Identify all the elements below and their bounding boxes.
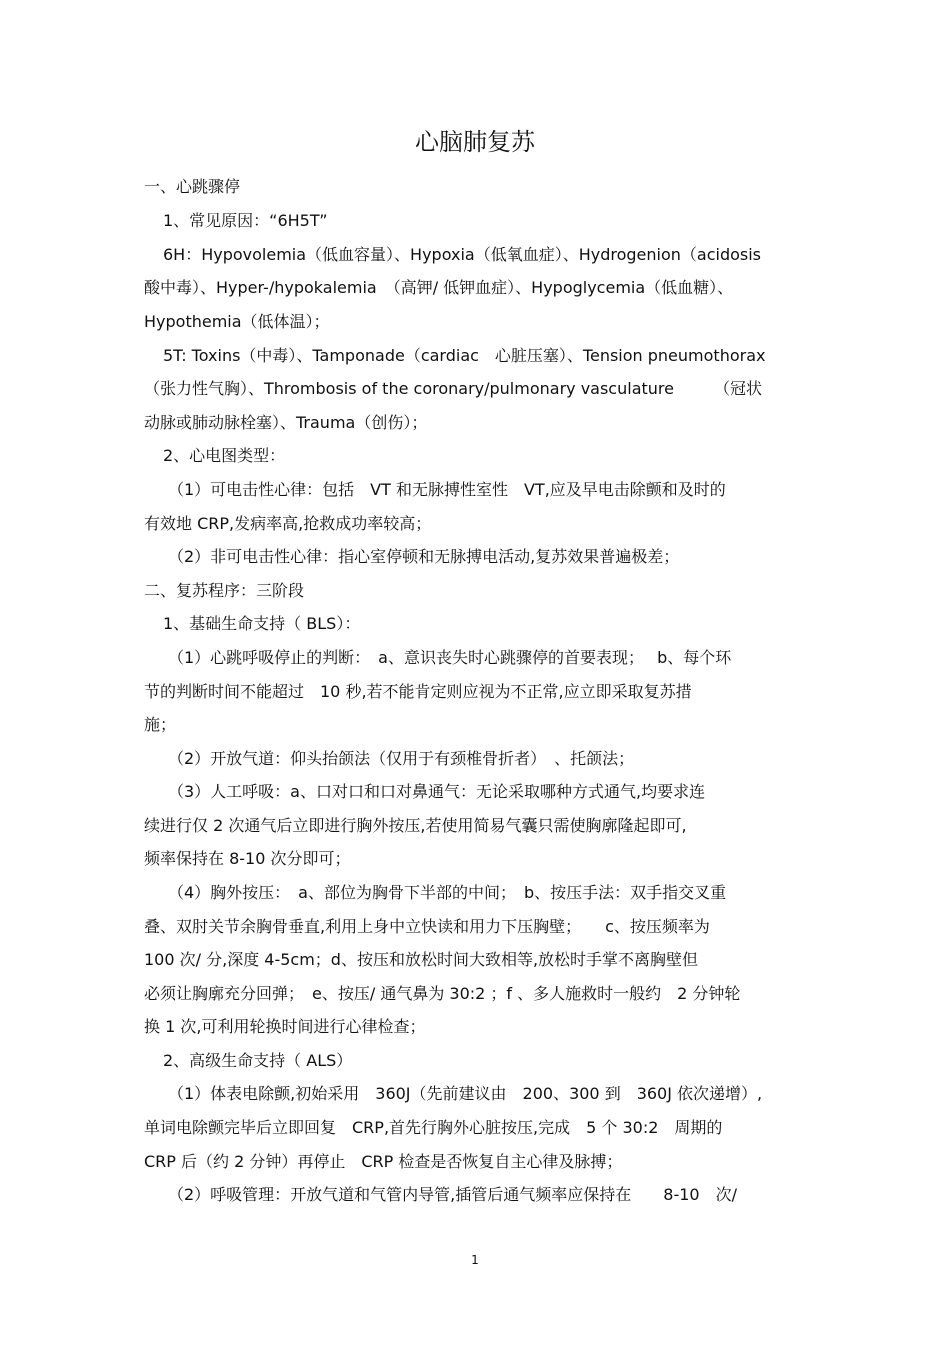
text-line: （2）开放气道：仰头抬颌法（仅用于有颈椎骨折者） 、托颌法； — [168, 749, 635, 768]
text-line: 施； — [144, 715, 177, 734]
text-line: 节的判断时间不能超过 10 秒,若不能肯定则应视为不正常,应立即采取复苏措 — [144, 682, 692, 701]
text-line: 续进行仅 2 次通气后立即进行胸外按压,若使用简易气囊只需使胸廓隆起即可, — [144, 816, 687, 835]
text-line: 动脉或肺动脉栓塞）、Trauma（创伤）； — [144, 413, 428, 432]
text-line: 酸中毒）、Hyper-/hypokalemia （高钾/ 低钾血症）、Hypoglycemia（低血糖）、 — [144, 278, 734, 297]
page-title: 心脑肺复苏 — [415, 128, 535, 156]
subheading-ecg-types: 2、心电图类型： — [163, 446, 286, 465]
text-line: （张力性气胸）、Thrombosis of the coronary/pulmonary vasculature （冠状 — [144, 379, 762, 398]
text-line: 6H：Hypovolemia（低血容量）、Hypoxia（低氧血症）、Hydrogenion（acidosis — [163, 245, 762, 264]
subheading-als: 2、高级生命支持（ ALS） — [163, 1051, 353, 1070]
text-line: （1）可电击性心律：包括 VT 和无脉搏性室性 VT,应及早电击除颤和及时的 — [168, 480, 726, 499]
text-line: 5T: Toxins（中毒）、Tamponade（cardiac 心脏压塞）、Tension pneumothorax — [163, 346, 766, 365]
text-line: 叠、双肘关节余胸骨垂直,利用上身中立快读和用力下压胸壁； c、按压频率为 — [144, 917, 710, 936]
subheading-common-causes: 1、常见原因：“6H5T” — [163, 211, 328, 230]
section-heading-resuscitation: 二、复苏程序：三阶段 — [144, 581, 305, 600]
text-line: 必须让胸廓充分回弹； e、按压/ 通气鼻为 30:2 ；f 、多人施救时一般约 2 分钟轮 — [144, 984, 741, 1003]
text-line: 单词电除颤完毕后立即回复 CRP,首先行胸外心脏按压,完成 5 个 30:2 周期的 — [144, 1118, 723, 1137]
text-line: （2）非可电击性心律：指心室停顿和无脉搏电活动,复苏效果普遍极差； — [168, 547, 680, 566]
text-line: （4）胸外按压： a、部位为胸骨下半部的中间； b、按压手法：双手指交叉重 — [168, 883, 727, 902]
text-line: 换 1 次,可利用轮换时间进行心律检查； — [144, 1017, 426, 1036]
text-line: （2）呼吸管理：开放气道和气管内导管,插管后通气频率应保持在 8-10 次/ — [168, 1185, 737, 1204]
text-line: （3）人工呼吸：a、口对口和口对鼻通气：无论采取哪种方式通气,均要求连 — [168, 782, 706, 801]
text-line: 有效地 CRP,发病率高,抢救成功率较高； — [144, 514, 432, 533]
subheading-bls: 1、基础生命支持（ BLS）： — [163, 614, 361, 633]
text-line: （1）体表电除颤,初始采用 360J（先前建议由 200、300 到 360J 依次递增）, — [168, 1084, 763, 1103]
text-line: 频率保持在 8-10 次分即可； — [144, 849, 351, 868]
text-line: CRP 后（约 2 分钟）再停止 CRP 检查是否恢复自主心律及脉搏； — [144, 1152, 623, 1171]
page-number: 1 — [471, 1253, 479, 1267]
text-line: Hypothemia（低体温）； — [144, 312, 330, 331]
section-heading-cardiac-arrest: 一、心跳骤停 — [144, 177, 241, 196]
text-line: （1）心跳呼吸停止的判断： a、意识丧失时心跳骤停的首要表现； b、每个环 — [168, 648, 732, 667]
text-line: 100 次/ 分,深度 4-5cm；d、按压和放松时间大致相等,放松时手掌不离胸壁但 — [144, 950, 699, 969]
